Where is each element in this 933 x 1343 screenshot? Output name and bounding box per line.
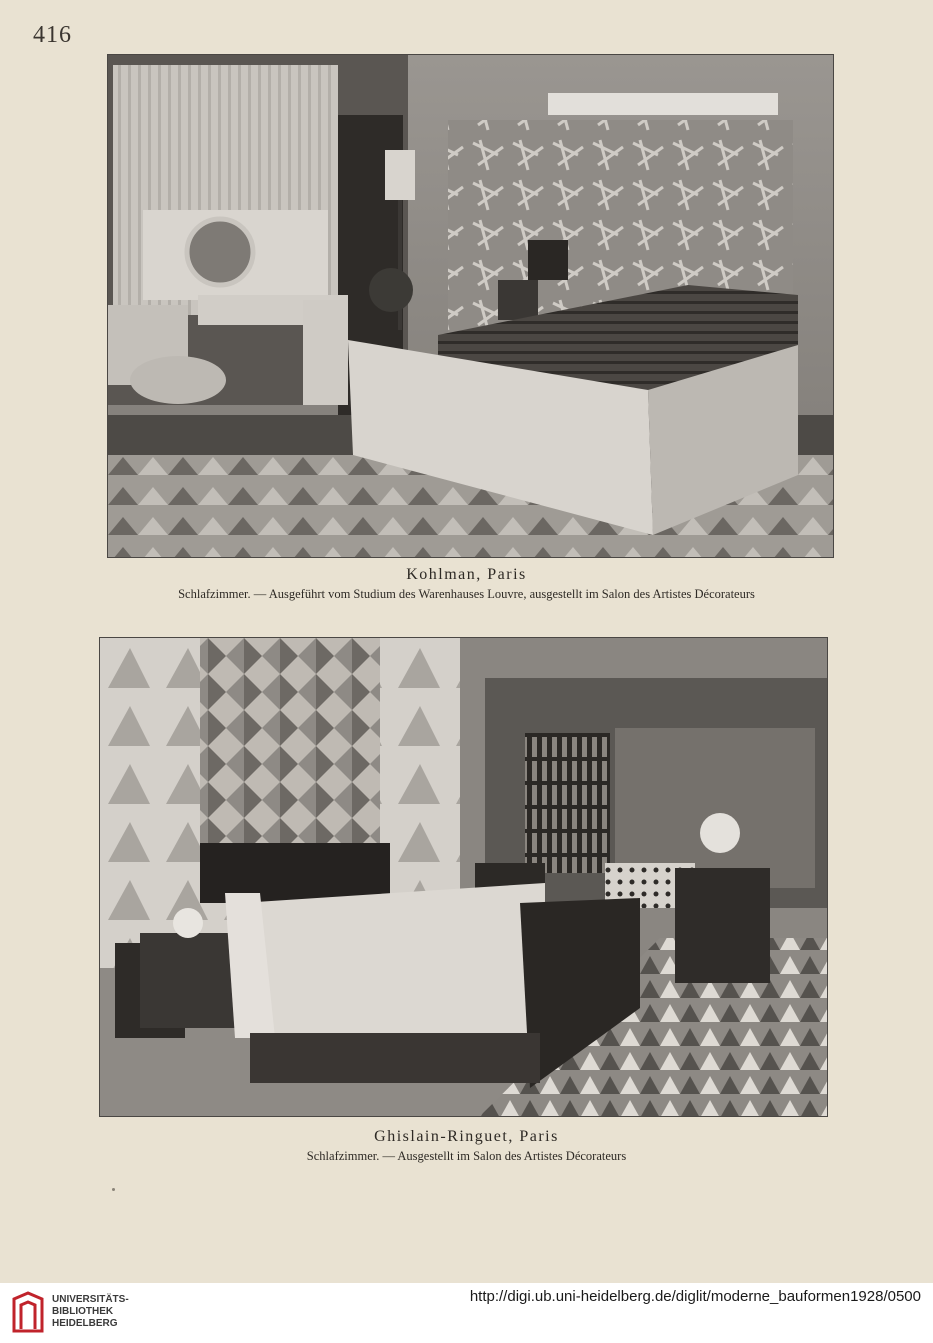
library-name-line: BIBLIOTHEK xyxy=(52,1306,114,1317)
university-library-logo-icon xyxy=(10,1291,46,1335)
footer-bar xyxy=(0,1283,933,1343)
figure-caption: Schlafzimmer. — Ausgestellt im Salon des Artistes Décorateurs xyxy=(306,1149,627,1163)
photo-ghislain-ringuet-bedroom xyxy=(99,637,828,1117)
photo-kohlman-bedroom xyxy=(107,54,834,558)
figure-caption: Schlafzimmer. — Ausgeführt vom Studium des Warenhauses Louvre, ausgestellt im Salon des Artistes Décorateurs xyxy=(178,587,755,601)
library-name xyxy=(52,1294,129,1330)
figure-title: Kohlman, Paris xyxy=(406,566,527,583)
library-name-line: UNIVERSITÄTS- xyxy=(52,1294,129,1305)
page-number: 416 xyxy=(33,22,72,48)
paper-speck xyxy=(112,1188,115,1191)
library-name-line: HEIDELBERG xyxy=(52,1318,118,1329)
figure-title: Ghislain-Ringuet, Paris xyxy=(374,1128,559,1145)
source-url-link[interactable]: http://digi.ub.uni-heidelberg.de/diglit/moderne_bauformen1928/0500 xyxy=(469,1288,921,1305)
